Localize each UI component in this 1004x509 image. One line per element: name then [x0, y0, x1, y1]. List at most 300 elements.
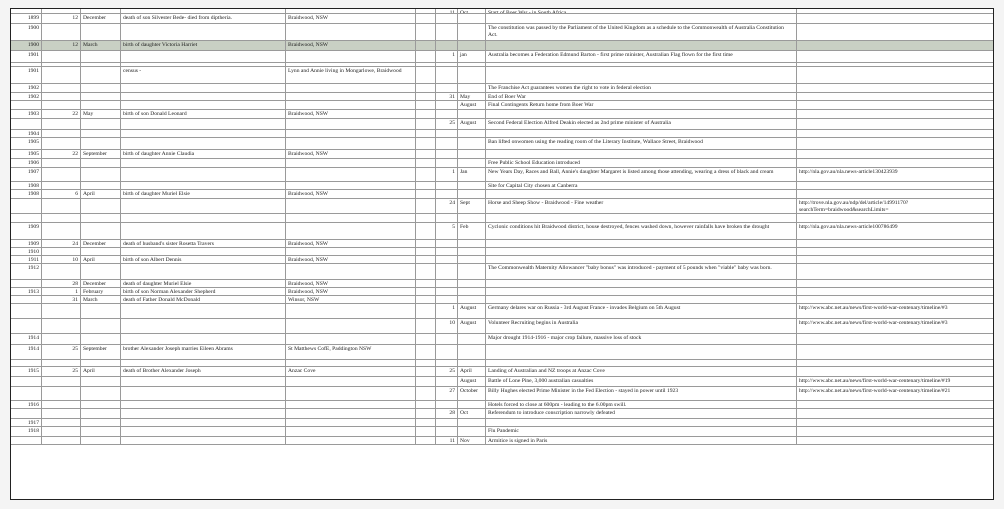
au-month-cell — [458, 296, 486, 303]
source-link-cell — [797, 437, 994, 444]
timeline-row — [11, 223, 993, 240]
au-day-cell — [436, 288, 458, 295]
spacer-cell — [416, 67, 436, 83]
au-month-cell: Nov — [458, 437, 486, 444]
source-link-cell — [797, 182, 994, 189]
family-event-cell — [121, 387, 286, 400]
month-cell — [81, 401, 121, 408]
au-month-cell: August — [458, 319, 486, 333]
timeline-row — [11, 41, 993, 51]
day-cell — [42, 437, 81, 444]
source-link-cell — [797, 214, 994, 222]
source-link[interactable]: http://www.abc.net.au/news/first-world-war-centenary/timeline/#21 — [799, 388, 951, 394]
place-cell — [286, 101, 416, 109]
au-day-cell — [436, 14, 458, 23]
au-day-cell: 11 — [436, 9, 458, 13]
au-event-cell: Second Federal Election Alfred Deakin elected as 2nd prime minister of Australia — [486, 119, 797, 129]
day-cell — [42, 67, 81, 83]
spacer-cell — [416, 138, 436, 149]
month-cell — [81, 304, 121, 318]
month-cell — [81, 419, 121, 426]
au-day-cell — [436, 248, 458, 255]
year-cell — [11, 119, 42, 129]
day-cell — [42, 101, 81, 109]
au-day-cell — [436, 240, 458, 247]
place-cell — [286, 409, 416, 418]
month-cell — [81, 51, 121, 62]
family-event-cell — [121, 9, 286, 13]
year-cell: 1905 — [11, 138, 42, 149]
month-cell — [81, 130, 121, 137]
month-cell — [81, 334, 121, 344]
place-cell: Braidwood, NSW — [286, 14, 416, 23]
year-cell: 1911 — [11, 256, 42, 263]
spacer-cell — [416, 256, 436, 263]
au-event-cell: The Franchise Act guarantees women the right to vote in federal election — [486, 84, 797, 92]
month-cell — [81, 159, 121, 167]
year-cell — [11, 377, 42, 386]
spacer-cell — [416, 367, 436, 376]
family-event-cell — [121, 319, 286, 333]
au-day-cell — [436, 138, 458, 149]
year-cell — [11, 199, 42, 213]
source-link-cell — [797, 419, 994, 426]
day-cell — [42, 93, 81, 100]
au-month-cell — [458, 345, 486, 359]
source-link-cell — [797, 159, 994, 167]
place-cell: Braidwood, NSW — [286, 240, 416, 247]
family-event-cell — [121, 419, 286, 426]
place-cell: Braidwood, NSW — [286, 41, 416, 50]
timeline-row — [11, 67, 993, 84]
spacer-cell — [416, 377, 436, 386]
timeline-row — [11, 304, 993, 319]
au-event-cell — [486, 110, 797, 118]
spacer-cell — [416, 280, 436, 287]
au-month-cell — [458, 240, 486, 247]
source-link-cell — [797, 93, 994, 100]
month-cell: February — [81, 288, 121, 295]
place-cell — [286, 334, 416, 344]
au-day-cell — [436, 84, 458, 92]
timeline-row — [11, 296, 993, 304]
place-cell — [286, 360, 416, 366]
day-cell: 22 — [42, 110, 81, 118]
day-cell — [42, 63, 81, 66]
place-cell — [286, 51, 416, 62]
au-day-cell — [436, 41, 458, 50]
month-cell — [81, 199, 121, 213]
au-month-cell: Jan — [458, 168, 486, 181]
source-link-cell — [797, 138, 994, 149]
au-event-cell: Battle of Lone Pine, 3,000 australian casualties — [486, 377, 797, 386]
spacer-cell — [416, 150, 436, 158]
au-month-cell — [458, 256, 486, 263]
au-day-cell: 24 — [436, 199, 458, 213]
timeline-row — [11, 409, 993, 419]
day-cell: 10 — [42, 256, 81, 263]
year-cell: 1917 — [11, 419, 42, 426]
source-link-cell — [797, 223, 994, 239]
au-month-cell — [458, 130, 486, 137]
day-cell — [42, 401, 81, 408]
month-cell — [81, 119, 121, 129]
place-cell — [286, 130, 416, 137]
spacer-cell — [416, 248, 436, 255]
au-day-cell: 10 — [436, 319, 458, 333]
month-cell: March — [81, 41, 121, 50]
place-cell: Braidwood, NSW — [286, 190, 416, 198]
au-month-cell — [458, 150, 486, 158]
year-cell — [11, 214, 42, 222]
year-cell: 1903 — [11, 110, 42, 118]
source-link-cell — [797, 14, 994, 23]
day-cell — [42, 119, 81, 129]
au-day-cell — [436, 101, 458, 109]
year-cell: 1909 — [11, 223, 42, 239]
source-link-cell — [797, 168, 994, 181]
spacer-cell — [416, 360, 436, 366]
year-cell: 1918 — [11, 427, 42, 436]
source-link-cell — [797, 190, 994, 198]
source-link-cell — [797, 51, 994, 62]
au-event-cell — [486, 419, 797, 426]
source-link-cell — [797, 101, 994, 109]
au-event-cell: The Commonwealth Maternity Allowancer "baby bonus" was introduced - payment of 5 pounds when "viable" baby was born. — [486, 264, 797, 279]
timeline-row — [11, 319, 993, 334]
source-link-cell — [797, 401, 994, 408]
au-month-cell — [458, 159, 486, 167]
timeline-row — [11, 138, 993, 150]
month-cell: April — [81, 256, 121, 263]
au-day-cell — [436, 377, 458, 386]
au-event-cell — [486, 130, 797, 137]
day-cell — [42, 159, 81, 167]
timeline-row — [11, 377, 993, 387]
source-link-cell — [797, 119, 994, 129]
day-cell — [42, 223, 81, 239]
timeline-row — [11, 190, 993, 199]
au-day-cell — [436, 190, 458, 198]
day-cell: 12 — [42, 41, 81, 50]
family-event-cell: birth of son Donald Leonard — [121, 110, 286, 118]
year-cell: 1902 — [11, 93, 42, 100]
place-cell: Anzac Cove — [286, 367, 416, 376]
source-link-cell — [797, 150, 994, 158]
day-cell: 6 — [42, 190, 81, 198]
source-link[interactable]: http://www.abc.net.au/news/first-world-war-centenary/timeline/#19 — [799, 378, 951, 384]
family-event-cell — [121, 334, 286, 344]
timeline-row — [11, 240, 993, 248]
year-cell: 1910 — [11, 248, 42, 255]
year-cell — [11, 296, 42, 303]
place-cell — [286, 138, 416, 149]
day-cell: 28 — [42, 280, 81, 287]
timeline-row — [11, 199, 993, 214]
au-event-cell — [486, 190, 797, 198]
family-event-cell: brother Alexander Joseph marries Eileen Abrams — [121, 345, 286, 359]
au-event-cell: New Years Day, Races and Ball, Annie's daughter Margaret is listed among those attending, wearing a dress of black and cream — [486, 168, 797, 181]
au-event-cell — [486, 288, 797, 295]
family-event-cell: birth of son Albert Dennis — [121, 256, 286, 263]
au-event-cell: End of Boer War — [486, 93, 797, 100]
year-cell: 1914 — [11, 345, 42, 359]
place-cell — [286, 199, 416, 213]
timeline-row — [11, 345, 993, 360]
source-link-cell — [797, 427, 994, 436]
au-day-cell: 25 — [436, 367, 458, 376]
family-event-cell — [121, 24, 286, 40]
source-link[interactable]: http://www.abc.net.au/news/first-world-war-centenary/timeline/#3 — [799, 305, 948, 311]
timeline-row — [11, 84, 993, 93]
timeline-row — [11, 367, 993, 377]
day-cell — [42, 138, 81, 149]
timeline-row — [11, 182, 993, 190]
au-month-cell — [458, 190, 486, 198]
place-cell: Braidwood, NSW — [286, 280, 416, 287]
place-cell — [286, 168, 416, 181]
family-event-cell — [121, 51, 286, 62]
spacer-cell — [416, 345, 436, 359]
year-cell: 1909 — [11, 240, 42, 247]
year-cell — [11, 360, 42, 366]
au-day-cell: 1 — [436, 51, 458, 62]
spacer-cell — [416, 190, 436, 198]
au-event-cell: Free Public School Education introduced — [486, 159, 797, 167]
au-month-cell — [458, 427, 486, 436]
family-event-cell — [121, 409, 286, 418]
au-event-cell — [486, 214, 797, 222]
au-month-cell: October — [458, 387, 486, 400]
month-cell — [81, 409, 121, 418]
au-day-cell: 1 — [436, 168, 458, 181]
family-event-cell: death of husband's sister Rosetta Travers — [121, 240, 286, 247]
au-event-cell: Germany delares war on Russia - 3rd August France - invades Belgium on 5th August — [486, 304, 797, 318]
place-cell — [286, 24, 416, 40]
family-event-cell — [121, 101, 286, 109]
day-cell — [42, 304, 81, 318]
family-event-cell — [121, 138, 286, 149]
timeline-row — [11, 427, 993, 437]
au-month-cell — [458, 288, 486, 295]
au-event-cell: Flu Pandemic — [486, 427, 797, 436]
month-cell — [81, 223, 121, 239]
place-cell — [286, 304, 416, 318]
month-cell — [81, 101, 121, 109]
year-cell: 1908 — [11, 190, 42, 198]
day-cell — [42, 319, 81, 333]
day-cell — [42, 182, 81, 189]
day-cell: 12 — [42, 14, 81, 23]
family-event-cell: death of Brother Alexander Joseph — [121, 367, 286, 376]
spacer-cell — [416, 119, 436, 129]
au-event-cell — [486, 296, 797, 303]
au-day-cell — [436, 427, 458, 436]
au-day-cell — [436, 182, 458, 189]
au-month-cell — [458, 182, 486, 189]
au-month-cell — [458, 67, 486, 83]
spacer-cell — [416, 223, 436, 239]
au-day-cell — [436, 401, 458, 408]
timeline-row — [11, 256, 993, 264]
au-event-cell: Ban lifted onwomen using the reading room of the Literary Institute, Wallace Street, Braidwood — [486, 138, 797, 149]
source-link-cell — [797, 345, 994, 359]
spacer-cell — [416, 437, 436, 444]
timeline-row — [11, 24, 993, 41]
day-cell — [42, 360, 81, 366]
au-month-cell — [458, 138, 486, 149]
day-cell — [42, 419, 81, 426]
family-event-cell — [121, 401, 286, 408]
timeline-row — [11, 168, 993, 182]
day-cell — [42, 9, 81, 13]
place-cell — [286, 427, 416, 436]
place-cell — [286, 93, 416, 100]
au-day-cell — [436, 63, 458, 66]
au-month-cell: Oct — [458, 409, 486, 418]
source-link-cell — [797, 240, 994, 247]
au-month-cell: August — [458, 377, 486, 386]
au-month-cell — [458, 41, 486, 50]
spacer-cell — [416, 264, 436, 279]
au-month-cell — [458, 264, 486, 279]
timeline-row — [11, 419, 993, 427]
place-cell — [286, 214, 416, 222]
month-cell — [81, 138, 121, 149]
place-cell: Braidwood, NSW — [286, 256, 416, 263]
spacer-cell — [416, 401, 436, 408]
spacer-cell — [416, 93, 436, 100]
au-event-cell: Landing of Australian and NZ troops at Anzac Cove — [486, 367, 797, 376]
day-cell — [42, 387, 81, 400]
place-cell — [286, 387, 416, 400]
spacer-cell — [416, 288, 436, 295]
spacer-cell — [416, 296, 436, 303]
family-event-cell — [121, 84, 286, 92]
au-event-cell: Australia becomes a Federation Edmund Barton - first prime minister, Australian Flag flown for the first time — [486, 51, 797, 62]
family-event-cell: death of Father Donald McDonald — [121, 296, 286, 303]
timeline-row — [11, 110, 993, 119]
au-month-cell — [458, 401, 486, 408]
day-cell — [42, 334, 81, 344]
year-cell: 1915 — [11, 367, 42, 376]
timeline-row — [11, 288, 993, 296]
timeline-row — [11, 401, 993, 409]
source-link-cell — [797, 256, 994, 263]
day-cell: 31 — [42, 296, 81, 303]
place-cell — [286, 182, 416, 189]
year-cell: 1904 — [11, 130, 42, 137]
source-link[interactable]: http://www.abc.net.au/news/first-world-war-centenary/timeline/#3 — [799, 320, 948, 326]
year-cell: 1902 — [11, 84, 42, 92]
au-day-cell: 31 — [436, 93, 458, 100]
au-event-cell: Volunteer Recruiting begins in Australia — [486, 319, 797, 333]
place-cell — [286, 419, 416, 426]
year-cell — [11, 437, 42, 444]
family-event-cell — [121, 168, 286, 181]
year-cell — [11, 101, 42, 109]
year-cell: 1908 — [11, 182, 42, 189]
au-event-cell: Billy Hughes elected Prime Minister in the Fed Election - stayed in power until 1923 — [486, 387, 797, 400]
timeline-row — [11, 334, 993, 345]
day-cell — [42, 377, 81, 386]
month-cell: April — [81, 190, 121, 198]
day-cell — [42, 214, 81, 222]
place-cell — [286, 119, 416, 129]
day-cell: 24 — [42, 240, 81, 247]
au-day-cell: 25 — [436, 119, 458, 129]
month-cell: April — [81, 367, 121, 376]
month-cell: December — [81, 280, 121, 287]
au-day-cell — [436, 256, 458, 263]
au-event-cell: Hotels forced to close at 600pm - leading to the 6.00pm swill. — [486, 401, 797, 408]
source-link[interactable]: http://trove.nla.gov.au/ndp/del/article/14991170?searchTerm=braidwood&searchLimits= — [799, 200, 909, 213]
source-link-cell — [797, 24, 994, 40]
day-cell — [42, 264, 81, 279]
source-link-cell — [797, 67, 994, 83]
spacer-cell — [416, 409, 436, 418]
year-cell: 1901 — [11, 67, 42, 83]
day-cell — [42, 24, 81, 40]
month-cell — [81, 24, 121, 40]
au-month-cell — [458, 214, 486, 222]
day-cell: 25 — [42, 367, 81, 376]
au-month-cell: August — [458, 101, 486, 109]
month-cell — [81, 264, 121, 279]
timeline-spreadsheet — [10, 8, 994, 500]
place-cell — [286, 264, 416, 279]
au-month-cell — [458, 14, 486, 23]
month-cell — [81, 360, 121, 366]
source-link-cell — [797, 360, 994, 366]
timeline-row — [11, 280, 993, 288]
month-cell — [81, 427, 121, 436]
place-cell: Winsor, NSW — [286, 296, 416, 303]
au-day-cell — [436, 334, 458, 344]
source-link[interactable]: http://nla.gov.au/nla.news-article100786499 — [799, 224, 898, 230]
spacer-cell — [416, 110, 436, 118]
month-cell: September — [81, 150, 121, 158]
spacer-cell — [416, 9, 436, 13]
year-cell — [11, 63, 42, 66]
timeline-row — [11, 14, 993, 24]
au-month-cell — [458, 360, 486, 366]
family-event-cell — [121, 63, 286, 66]
family-event-cell — [121, 304, 286, 318]
au-day-cell: 27 — [436, 387, 458, 400]
day-cell — [42, 130, 81, 137]
timeline-row — [11, 119, 993, 130]
au-month-cell — [458, 248, 486, 255]
source-link[interactable]: http://nla.gov.au/nla.news-article130423939 — [799, 169, 898, 175]
source-link-cell — [797, 304, 994, 318]
au-event-cell — [486, 41, 797, 50]
au-day-cell — [436, 159, 458, 167]
family-event-cell: death of daughter Muriel Elsie — [121, 280, 286, 287]
timeline-row — [11, 360, 993, 367]
month-cell — [81, 437, 121, 444]
year-cell — [11, 387, 42, 400]
source-link-cell — [797, 334, 994, 344]
place-cell — [286, 437, 416, 444]
au-event-cell — [486, 67, 797, 83]
month-cell — [81, 93, 121, 100]
au-day-cell — [436, 110, 458, 118]
au-month-cell: May — [458, 93, 486, 100]
month-cell — [81, 84, 121, 92]
spacer-cell — [416, 334, 436, 344]
spacer-cell — [416, 159, 436, 167]
